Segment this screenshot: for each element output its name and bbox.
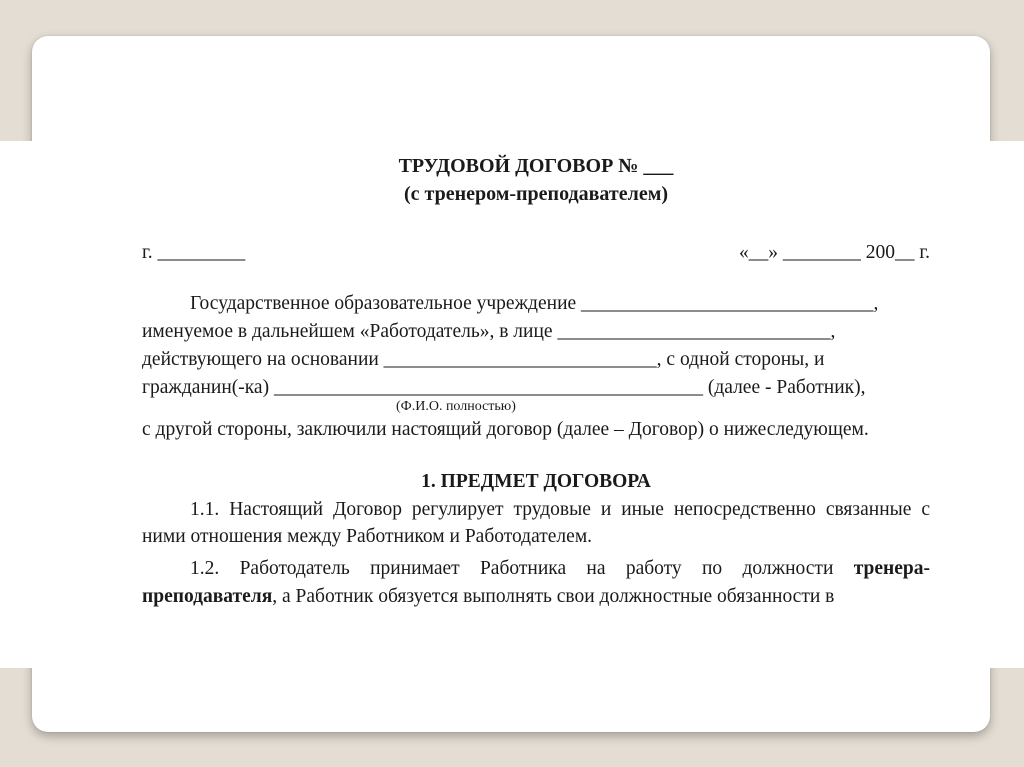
intro-paragraph (142, 290, 930, 444)
fio-caption: (Ф.И.О. полностью) (396, 399, 516, 415)
intro-line-4: гражданин(-ка) ____________________________________________ (далее - Работник), (142, 376, 866, 398)
clause-1-2 (142, 555, 930, 610)
position-name: тренера-преподавателя (142, 558, 930, 607)
document-title: ТРУДОВОЙ ДОГОВОР № ___ (398, 155, 674, 177)
clause-1-1: 1.1. Настоящий Договор регулирует трудовые и иные непосредственно связанные с ними отношения между Работником и Работодателем. (142, 498, 930, 548)
clause-1-2-text-start: 1.2. Работодатель принимает Работника на работу по должности (190, 558, 854, 580)
contract-document (142, 148, 930, 611)
section-1-heading: 1. ПРЕДМЕТ ДОГОВОРА (421, 471, 651, 493)
clause-1-2-text-end: , а Работник обязуется выполнять свои должностные обязанности в (272, 585, 835, 607)
intro-line-5: с другой стороны, заключили настоящий договор (далее – Договор) о нижеследующем. (142, 419, 869, 441)
intro-line-2: именуемое в дальнейшем «Работодатель», в лице ____________________________, (142, 321, 836, 343)
place-date-row (142, 239, 930, 267)
document-subtitle: (с тренером-преподавателем) (404, 183, 668, 206)
date-field: «__» ________ 200__ г. (738, 241, 930, 263)
intro-line-3: действующего на основании ____________________________, с одной стороны, и (142, 348, 825, 370)
intro-line-1: Государственное образовательное учреждение ______________________________, (190, 293, 879, 315)
place-field: г. _________ (142, 241, 246, 263)
